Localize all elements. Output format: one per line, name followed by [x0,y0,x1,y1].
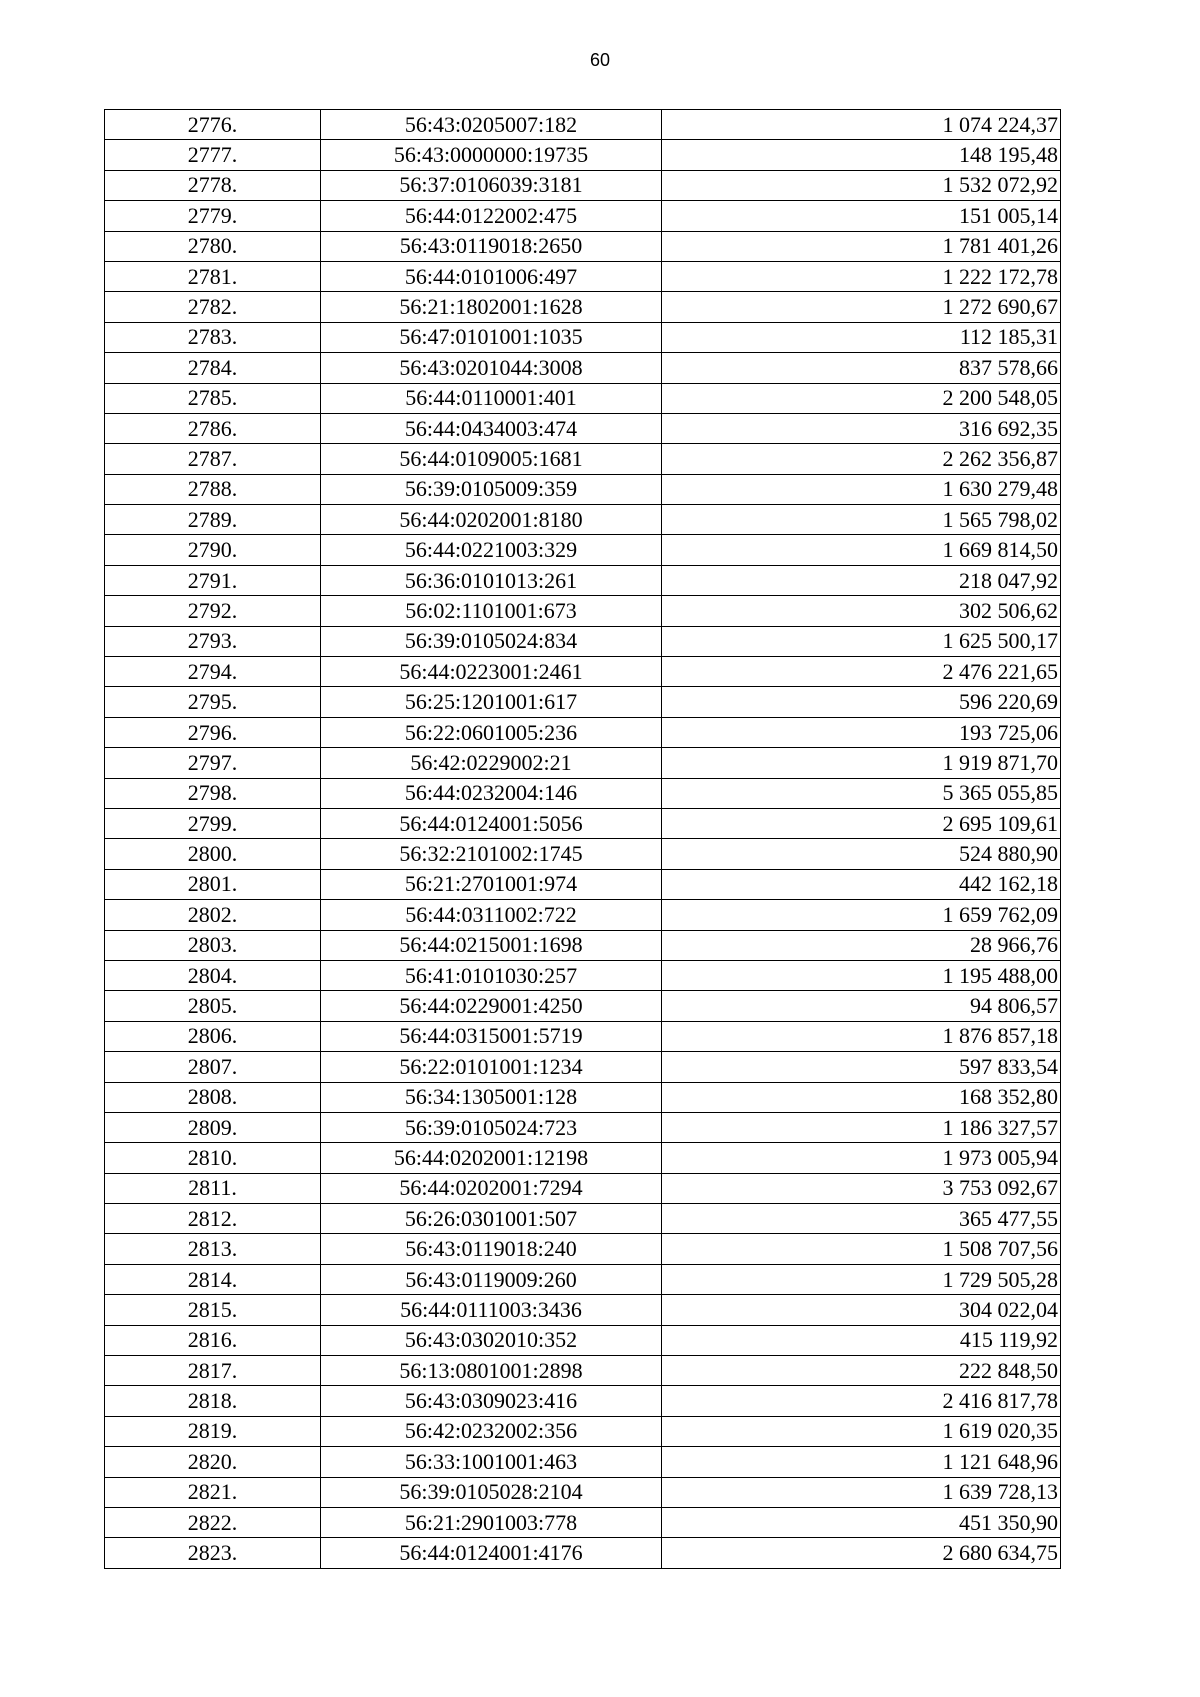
row-number-cell: 2823. [105,1538,321,1568]
cadastral-value-cell: 148 195,48 [662,140,1061,170]
row-number-cell: 2783. [105,322,321,352]
table-row [105,778,1061,808]
table-row [105,960,1061,990]
cadastral-value-cell: 302 506,62 [662,596,1061,626]
cadastral-number-cell: 56:44:0202001:12198 [321,1143,662,1173]
cadastral-number-cell: 56:42:0232002:356 [321,1416,662,1446]
table-row [105,596,1061,626]
table-row [105,808,1061,838]
cadastral-number-cell: 56:44:0215001:1698 [321,930,662,960]
table-row [105,353,1061,383]
table-row [105,839,1061,869]
page-number: 60 [589,50,611,70]
cadastral-value-cell: 524 880,90 [662,839,1061,869]
row-number-cell: 2790. [105,535,321,565]
row-number-cell: 2782. [105,292,321,322]
cadastral-number-cell: 56:43:0205007:182 [321,110,662,140]
table-row [105,110,1061,140]
cadastral-value-cell: 316 692,35 [662,413,1061,443]
row-number-cell: 2813. [105,1234,321,1264]
cadastral-value-cell: 1 630 279,48 [662,474,1061,504]
cadastral-value-cell: 3 753 092,67 [662,1173,1061,1203]
row-number-cell: 2801. [105,869,321,899]
cadastral-value-cell: 1 876 857,18 [662,1021,1061,1051]
cadastral-number-cell: 56:39:0105028:2104 [321,1477,662,1507]
row-number-cell: 2810. [105,1143,321,1173]
cadastral-value-cell: 596 220,69 [662,687,1061,717]
cadastral-number-cell: 56:44:0111003:3436 [321,1295,662,1325]
cadastral-number-cell: 56:42:0229002:21 [321,748,662,778]
cadastral-number-cell: 56:44:0315001:5719 [321,1021,662,1051]
cadastral-number-cell: 56:43:0119009:260 [321,1264,662,1294]
cadastral-number-cell: 56:44:0202001:8180 [321,505,662,535]
row-number-cell: 2785. [105,383,321,413]
table-row [105,1538,1061,1568]
cadastral-number-cell: 56:44:0311002:722 [321,900,662,930]
table-row [105,1052,1061,1082]
row-number-cell: 2781. [105,261,321,291]
cadastral-number-cell: 56:22:0101001:1234 [321,1052,662,1082]
table-body [105,110,1061,1569]
row-number-cell: 2787. [105,444,321,474]
table-row [105,1234,1061,1264]
row-number-cell: 2804. [105,960,321,990]
cadastral-number-cell: 56:02:1101001:673 [321,596,662,626]
row-number-cell: 2816. [105,1325,321,1355]
cadastral-number-cell: 56:32:2101002:1745 [321,839,662,869]
cadastral-number-cell: 56:25:1201001:617 [321,687,662,717]
cadastral-value-cell: 1 669 814,50 [662,535,1061,565]
cadastral-value-cell: 1 074 224,37 [662,110,1061,140]
cadastral-number-cell: 56:34:1305001:128 [321,1082,662,1112]
cadastral-value-cell: 1 222 172,78 [662,261,1061,291]
cadastral-number-cell: 56:47:0101001:1035 [321,322,662,352]
table-row [105,1295,1061,1325]
cadastral-number-cell: 56:43:0201044:3008 [321,353,662,383]
row-number-cell: 2777. [105,140,321,170]
cadastral-number-cell: 56:21:1802001:1628 [321,292,662,322]
row-number-cell: 2779. [105,201,321,231]
cadastral-value-cell: 1 186 327,57 [662,1112,1061,1142]
row-number-cell: 2822. [105,1507,321,1537]
cadastral-value-cell: 365 477,55 [662,1204,1061,1234]
cadastral-number-cell: 56:39:0105024:834 [321,626,662,656]
cadastral-value-cell: 1 639 728,13 [662,1477,1061,1507]
cadastral-number-cell: 56:44:0122002:475 [321,201,662,231]
cadastral-number-cell: 56:44:0434003:474 [321,413,662,443]
table-row [105,383,1061,413]
row-number-cell: 2806. [105,1021,321,1051]
cadastral-number-cell: 56:36:0101013:261 [321,565,662,595]
cadastral-value-cell: 2 695 109,61 [662,808,1061,838]
row-number-cell: 2818. [105,1386,321,1416]
cadastral-number-cell: 56:37:0106039:3181 [321,170,662,200]
row-number-cell: 2797. [105,748,321,778]
cadastral-number-cell: 56:43:0309023:416 [321,1386,662,1416]
row-number-cell: 2807. [105,1052,321,1082]
cadastral-value-cell: 597 833,54 [662,1052,1061,1082]
cadastral-value-cell: 1 508 707,56 [662,1234,1061,1264]
cadastral-value-cell: 1 659 762,09 [662,900,1061,930]
cadastral-value-cell: 1 565 798,02 [662,505,1061,535]
cadastral-number-cell: 56:22:0601005:236 [321,717,662,747]
cadastral-number-cell: 56:44:0229001:4250 [321,991,662,1021]
cadastral-value-cell: 1 532 072,92 [662,170,1061,200]
row-number-cell: 2821. [105,1477,321,1507]
table-row [105,657,1061,687]
row-number-cell: 2786. [105,413,321,443]
row-number-cell: 2792. [105,596,321,626]
cadastral-value-cell: 1 195 488,00 [662,960,1061,990]
cadastral-value-cell: 1 619 020,35 [662,1416,1061,1446]
cadastral-number-cell: 56:44:0202001:7294 [321,1173,662,1203]
table-row [105,1325,1061,1355]
table-row [105,201,1061,231]
cadastral-value-cell: 1 729 505,28 [662,1264,1061,1294]
row-number-cell: 2819. [105,1416,321,1446]
table-row [105,292,1061,322]
cadastral-value-cell: 1 781 401,26 [662,231,1061,261]
cadastral-value-cell: 442 162,18 [662,869,1061,899]
cadastral-value-cell: 2 200 548,05 [662,383,1061,413]
cadastral-number-cell: 56:43:0000000:19735 [321,140,662,170]
row-number-cell: 2789. [105,505,321,535]
cadastral-number-cell: 56:21:2901003:778 [321,1507,662,1537]
cadastral-number-cell: 56:41:0101030:257 [321,960,662,990]
row-number-cell: 2811. [105,1173,321,1203]
cadastral-value-cell: 28 966,76 [662,930,1061,960]
row-number-cell: 2803. [105,930,321,960]
table-row [105,565,1061,595]
cadastral-value-cell: 151 005,14 [662,201,1061,231]
row-number-cell: 2812. [105,1204,321,1234]
cadastral-value-cell: 218 047,92 [662,565,1061,595]
cadastral-value-cell: 1 272 690,67 [662,292,1061,322]
row-number-cell: 2780. [105,231,321,261]
table-row [105,1386,1061,1416]
row-number-cell: 2799. [105,808,321,838]
table-row [105,505,1061,535]
cadastral-number-cell: 56:43:0302010:352 [321,1325,662,1355]
cadastral-number-cell: 56:39:0105009:359 [321,474,662,504]
table-row [105,1416,1061,1446]
table-row [105,687,1061,717]
cadastral-number-cell: 56:43:0119018:2650 [321,231,662,261]
table-row [105,1507,1061,1537]
cadastral-number-cell: 56:44:0109005:1681 [321,444,662,474]
cadastral-value-cell: 2 416 817,78 [662,1386,1061,1416]
cadastral-value-cell: 222 848,50 [662,1356,1061,1386]
cadastral-value-cell: 5 365 055,85 [662,778,1061,808]
table-row [105,261,1061,291]
cadastral-value-cell: 193 725,06 [662,717,1061,747]
table-row [105,626,1061,656]
row-number-cell: 2798. [105,778,321,808]
table-row [105,170,1061,200]
cadastral-number-cell: 56:43:0119018:240 [321,1234,662,1264]
row-number-cell: 2788. [105,474,321,504]
table-row [105,140,1061,170]
table-row [105,1143,1061,1173]
cadastral-value-cell: 1 121 648,96 [662,1447,1061,1477]
table-row [105,930,1061,960]
cadastral-value-cell: 94 806,57 [662,991,1061,1021]
row-number-cell: 2808. [105,1082,321,1112]
cadastral-value-cell: 837 578,66 [662,353,1061,383]
cadastral-number-cell: 56:44:0110001:401 [321,383,662,413]
table-row [105,1356,1061,1386]
table-row [105,748,1061,778]
table-row [105,474,1061,504]
table-row [105,322,1061,352]
table-row [105,1264,1061,1294]
table-row [105,1204,1061,1234]
table-row [105,535,1061,565]
cadastral-value-cell: 112 185,31 [662,322,1061,352]
cadastral-value-cell: 451 350,90 [662,1507,1061,1537]
row-number-cell: 2800. [105,839,321,869]
row-number-cell: 2778. [105,170,321,200]
table-row [105,1173,1061,1203]
cadastral-value-cell: 168 352,80 [662,1082,1061,1112]
table-row [105,231,1061,261]
cadastral-number-cell: 56:21:2701001:974 [321,869,662,899]
cadastral-value-table [104,109,1061,1569]
row-number-cell: 2793. [105,626,321,656]
cadastral-number-cell: 56:44:0101006:497 [321,261,662,291]
table-row [105,869,1061,899]
cadastral-value-cell: 1 919 871,70 [662,748,1061,778]
cadastral-value-cell: 2 262 356,87 [662,444,1061,474]
cadastral-number-cell: 56:33:1001001:463 [321,1447,662,1477]
table-row [105,717,1061,747]
cadastral-value-cell: 415 119,92 [662,1325,1061,1355]
row-number-cell: 2805. [105,991,321,1021]
cadastral-value-cell: 1 973 005,94 [662,1143,1061,1173]
table-row [105,1477,1061,1507]
cadastral-value-cell: 1 625 500,17 [662,626,1061,656]
row-number-cell: 2815. [105,1295,321,1325]
row-number-cell: 2795. [105,687,321,717]
row-number-cell: 2776. [105,110,321,140]
cadastral-number-cell: 56:13:0801001:2898 [321,1356,662,1386]
row-number-cell: 2796. [105,717,321,747]
cadastral-number-cell: 56:44:0124001:4176 [321,1538,662,1568]
row-number-cell: 2809. [105,1112,321,1142]
cadastral-number-cell: 56:44:0124001:5056 [321,808,662,838]
table-row [105,1447,1061,1477]
row-number-cell: 2814. [105,1264,321,1294]
row-number-cell: 2817. [105,1356,321,1386]
row-number-cell: 2802. [105,900,321,930]
cadastral-number-cell: 56:26:0301001:507 [321,1204,662,1234]
row-number-cell: 2791. [105,565,321,595]
cadastral-number-cell: 56:39:0105024:723 [321,1112,662,1142]
cadastral-number-cell: 56:44:0223001:2461 [321,657,662,687]
row-number-cell: 2820. [105,1447,321,1477]
table-row [105,1082,1061,1112]
table-row [105,1021,1061,1051]
row-number-cell: 2794. [105,657,321,687]
table-row [105,1112,1061,1142]
cadastral-number-cell: 56:44:0221003:329 [321,535,662,565]
cadastral-number-cell: 56:44:0232004:146 [321,778,662,808]
cadastral-value-cell: 304 022,04 [662,1295,1061,1325]
cadastral-value-cell: 2 476 221,65 [662,657,1061,687]
table-row [105,413,1061,443]
table-row [105,444,1061,474]
table-row [105,900,1061,930]
cadastral-value-cell: 2 680 634,75 [662,1538,1061,1568]
table-row [105,991,1061,1021]
row-number-cell: 2784. [105,353,321,383]
